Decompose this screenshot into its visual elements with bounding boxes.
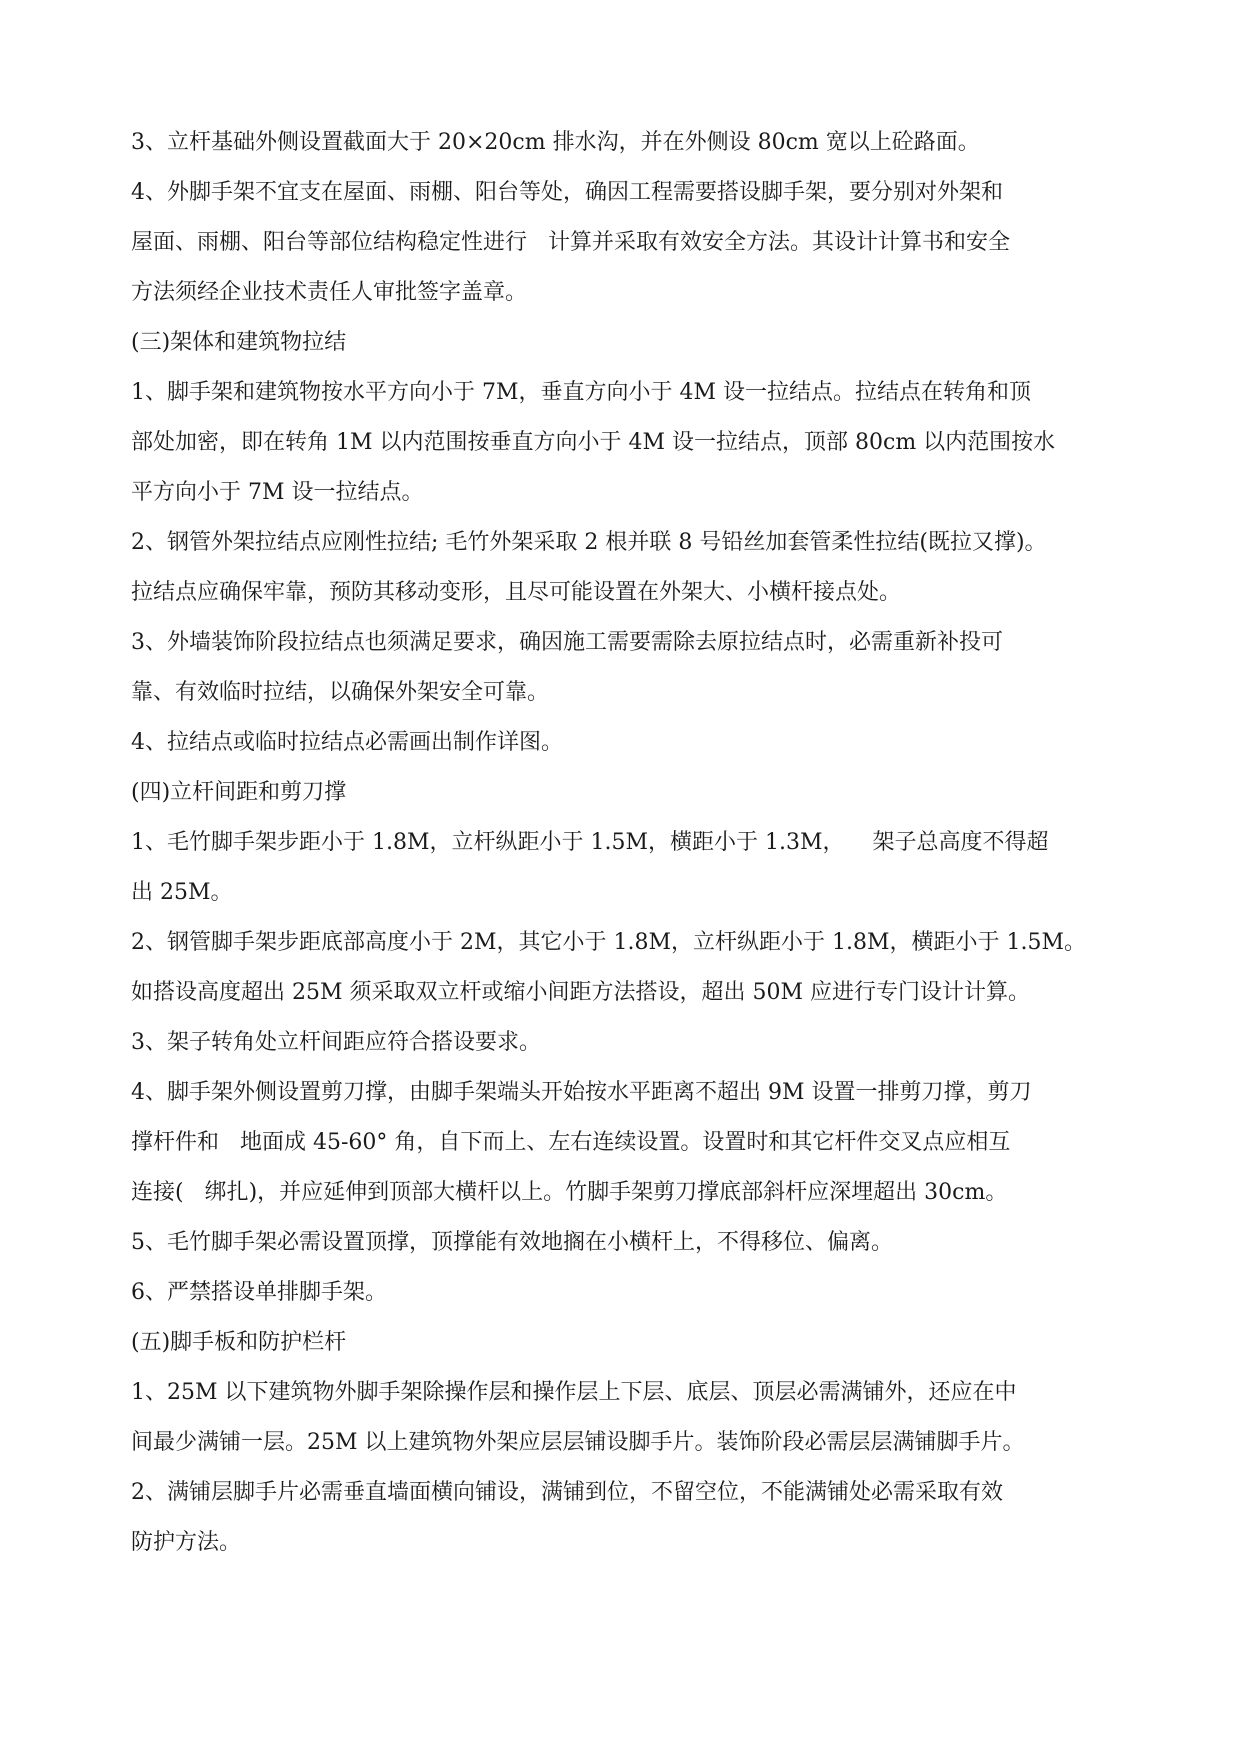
text-line: 5、毛竹脚手架必需设置顶撑，顶撑能有效地搁在小横杆上，不得移位、偏离。 xyxy=(131,1230,893,1255)
section-heading: (五)脚手板和防护栏杆 xyxy=(131,1330,347,1355)
text-line: 平方向小于 7M 设一拉结点。 xyxy=(131,480,424,505)
text-line: 4、拉结点或临时拉结点必需画出制作详图。 xyxy=(131,730,563,755)
text-line: 拉结点应确保牢靠，预防其移动变形，且尽可能设置在外架大、小横杆接点处。 xyxy=(131,580,902,605)
text-line: 2、钢管脚手架步距底部高度小于 2M，其它小于 1.8M，立杆纵距小于 1.8M，横距小于 1.5M。 xyxy=(131,930,1087,955)
text-line: 出 25M。 xyxy=(131,880,233,905)
section-heading: (四)立杆间距和剪刀撑 xyxy=(131,780,347,805)
text-line: 4、脚手架外侧设置剪刀撑，由脚手架端头开始按水平距离不超出 9M 设置一排剪刀撑，剪刀 xyxy=(131,1080,1032,1105)
text-line: 如搭设高度超出 25M 须采取双立杆或缩小间距方法搭设，超出 50M 应进行专门设计计算。 xyxy=(131,980,1031,1005)
text-line: 3、架子转角处立杆间距应符合搭设要求。 xyxy=(131,1030,541,1055)
text-line: 防护方法。 xyxy=(131,1530,242,1555)
text-line: 3、立杆基础外侧设置截面大于 20×20cm 排水沟，并在外侧设 80cm 宽以上砼路面。 xyxy=(131,130,980,155)
text-line: 撑杆件和 地面成 45-60° 角，自下而上、左右连续设置。设置时和其它杆件交叉点应相互 xyxy=(131,1130,1011,1155)
document-body xyxy=(131,118,1121,1568)
text-line: 连接( 绑扎)，并应延伸到顶部大横杆以上。竹脚手架剪刀撑底部斜杆应深埋超出 30cm。 xyxy=(131,1180,1008,1205)
text-line: 部处加密，即在转角 1M 以内范围按垂直方向小于 4M 设一拉结点，顶部 80cm 以内范围按水 xyxy=(131,430,1056,455)
text-line: 间最少满铺一层。25M 以上建筑物外架应层层铺设脚手片。装饰阶段必需层层满铺脚手片。 xyxy=(131,1430,1025,1455)
text-line: 方法须经企业技术责任人审批签字盖章。 xyxy=(131,280,528,305)
text-line: 2、满铺层脚手片必需垂直墙面横向铺设，满铺到位，不留空位，不能满铺处必需采取有效 xyxy=(131,1480,1004,1505)
text-line: 2、钢管外架拉结点应刚性拉结; 毛竹外架采取 2 根并联 8 号铅丝加套管柔性拉结(既拉又撑)。 xyxy=(131,530,1047,555)
text-line: 3、外墙装饰阶段拉结点也须满足要求，确因施工需要需除去原拉结点时，必需重新补投可 xyxy=(131,630,1004,655)
text-line: 1、25M 以下建筑物外脚手架除操作层和操作层上下层、底层、顶层必需满铺外，还应在中 xyxy=(131,1380,1017,1405)
text-line: 4、外脚手架不宜支在屋面、雨棚、阳台等处，确因工程需要搭设脚手架，要分别对外架和 xyxy=(131,180,1004,205)
text-line: 屋面、雨棚、阳台等部位结构稳定性进行 计算并采取有效安全方法。其设计计算书和安全 xyxy=(131,230,1010,255)
text-line: 靠、有效临时拉结，以确保外架安全可靠。 xyxy=(131,680,550,705)
text-line: 6、严禁搭设单排脚手架。 xyxy=(131,1280,387,1305)
text-line: 1、毛竹脚手架步距小于 1.8M，立杆纵距小于 1.5M，横距小于 1.3M， 架子总高度不得超 xyxy=(131,830,1049,855)
text-line: 1、脚手架和建筑物按水平方向小于 7M，垂直方向小于 4M 设一拉结点。拉结点在转角和顶 xyxy=(131,380,1032,405)
section-heading: (三)架体和建筑物拉结 xyxy=(131,330,347,355)
